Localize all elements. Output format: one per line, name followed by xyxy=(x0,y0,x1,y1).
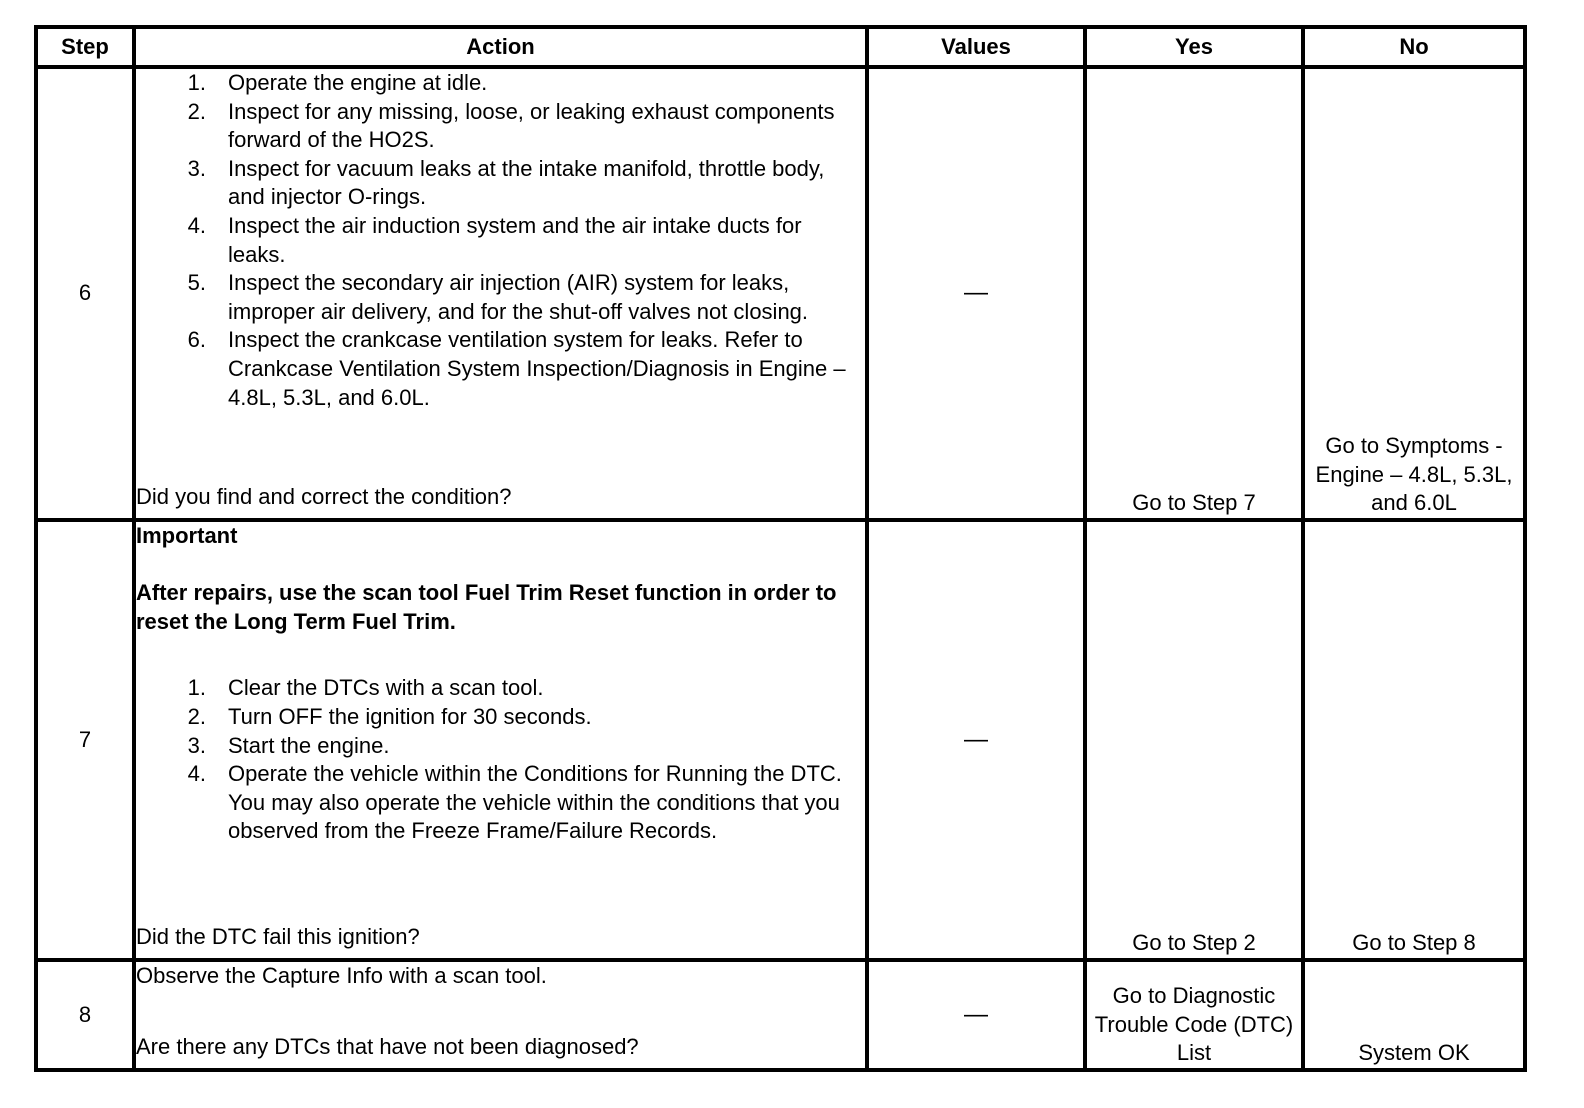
yes-cell: Go to Step 2 xyxy=(1085,520,1303,960)
action-cell xyxy=(134,520,867,960)
header-step: Step xyxy=(36,27,134,67)
step-number: 8 xyxy=(36,960,134,1070)
list-item: 4. Inspect the air induction system and the air intake ducts for leaks. xyxy=(187,212,802,267)
list-item: 1. Operate the engine at idle. xyxy=(187,70,488,95)
values-cell: — xyxy=(867,67,1085,520)
header-row xyxy=(36,27,1525,67)
table-row-step-6 xyxy=(36,67,1525,520)
header-values: Values xyxy=(867,27,1085,67)
step-number: 6 xyxy=(36,67,134,520)
action-cell xyxy=(134,960,867,1070)
question-text: Did you find and correct the condition? xyxy=(136,484,512,510)
no-cell: System OK xyxy=(1303,960,1525,1070)
important-heading: Important xyxy=(136,523,238,548)
values-cell: — xyxy=(867,520,1085,960)
instruction-text: Observe the Capture Info with a scan tool. xyxy=(136,963,547,988)
values-cell: — xyxy=(867,960,1085,1070)
list-item: 2. Turn OFF the ignition for 30 seconds. xyxy=(187,703,592,729)
yes-cell: Go to Step 7 xyxy=(1085,67,1303,520)
question-text: Did the DTC fail this ignition? xyxy=(136,924,420,950)
question-text: Are there any DTCs that have not been diagnosed? xyxy=(136,1034,639,1060)
important-note: After repairs, use the scan tool Fuel Trim Reset function in order to reset the Long Term Fuel Trim. xyxy=(136,580,837,634)
yes-cell: Go to Diagnostic Trouble Code (DTC) List xyxy=(1085,960,1303,1070)
diagnostic-table xyxy=(34,25,1527,1072)
list-item: 3. Inspect for vacuum leaks at the intake manifold, throttle body, and injector O-rings. xyxy=(187,155,825,210)
no-cell: Go to Symptoms - Engine – 4.8L, 5.3L, and 6.0L xyxy=(1303,67,1525,520)
table-row-step-8 xyxy=(36,960,1525,1070)
action-list xyxy=(136,674,865,846)
list-item: 6. Inspect the crankcase ventilation system for leaks. Refer to Crankcase Ventilation System Inspection/Diagnosis in Engine – 4.8L, 5.3L, and 6.0L. xyxy=(187,327,846,410)
list-item: 3. Start the engine. xyxy=(187,732,390,758)
header-action: Action xyxy=(134,27,867,67)
action-cell xyxy=(134,67,867,520)
list-item: 4. Operate the vehicle within the Conditions for Running the DTC. You may also operate the vehicle within the conditions that you observed from the Freeze Frame/Failure Records. xyxy=(187,761,842,844)
no-cell: Go to Step 8 xyxy=(1303,520,1525,960)
list-item: 1. Clear the DTCs with a scan tool. xyxy=(187,675,544,701)
table-row-step-7 xyxy=(36,520,1525,960)
step-number: 7 xyxy=(36,520,134,960)
list-item: 5. Inspect the secondary air injection (AIR) system for leaks, improper air delivery, and for the shut-off valves not closing. xyxy=(187,270,809,324)
header-no: No xyxy=(1303,27,1525,67)
action-list xyxy=(136,69,865,412)
list-item: 2. Inspect for any missing, loose, or leaking exhaust components forward of the HO2S. xyxy=(187,98,835,153)
header-yes: Yes xyxy=(1085,27,1303,67)
